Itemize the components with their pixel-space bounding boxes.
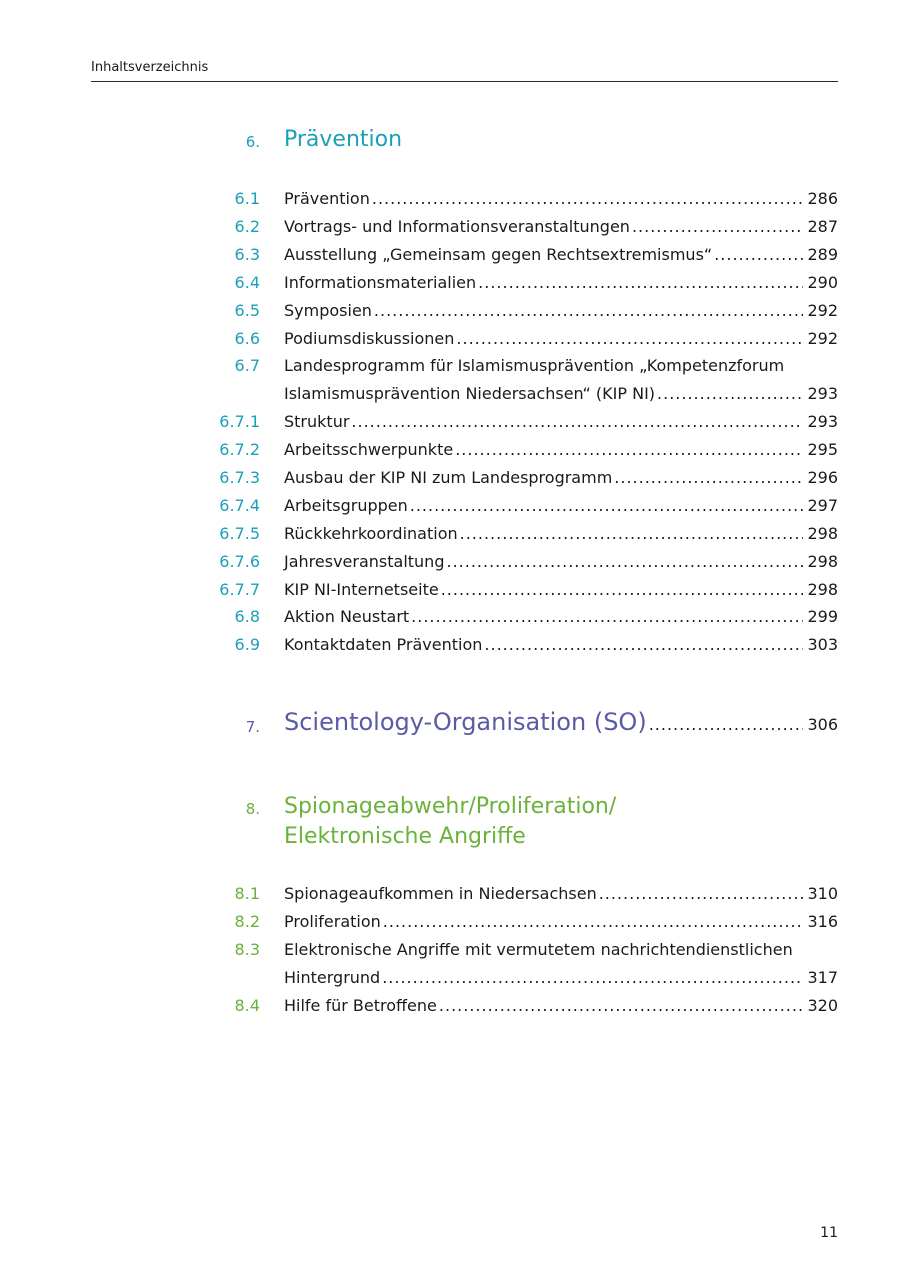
dot-leader (383, 908, 804, 936)
toc-entry-title: Vortrags- und Informationsveranstaltungen (284, 217, 630, 236)
section-7-page: 306 (807, 715, 838, 734)
section-7-title-line (284, 708, 838, 736)
toc-entry-title-line (284, 464, 838, 492)
toc-entry-title: Rückkehrkoordination (284, 524, 458, 543)
toc-entry-title: Arbeitsgruppen (284, 496, 408, 515)
section-6-number: 6. (245, 133, 260, 151)
toc-entry-page: 316 (807, 912, 838, 931)
toc-entry-title-line (284, 213, 838, 241)
toc-entry-page: 299 (807, 607, 838, 626)
toc-entry-title-line (284, 908, 838, 936)
dot-leader (411, 603, 803, 631)
toc-entry-6-9[interactable] (0, 631, 900, 659)
toc-entry-page: 320 (807, 996, 838, 1015)
toc-entry-6-5[interactable] (0, 297, 900, 325)
toc-entry-6-1[interactable] (0, 185, 900, 213)
toc-entry-page: 290 (807, 273, 838, 292)
dot-leader (714, 241, 803, 269)
toc-entry-6-7-2[interactable] (0, 436, 900, 464)
toc-entry-title-line (284, 992, 838, 1020)
toc-entry-number: 6.2 (234, 217, 260, 236)
toc-entry-number: 8.1 (234, 884, 260, 903)
toc-entry-title-line (284, 269, 838, 297)
toc-entry-6-4[interactable] (0, 269, 900, 297)
header-rule (91, 81, 838, 82)
toc-entry-title: Hilfe für Betroffene (284, 996, 437, 1015)
toc-entry-page: 289 (807, 245, 838, 264)
toc-entry-title-line (284, 325, 838, 353)
toc-entry-title-first-line: Elektronische Angriffe mit vermutetem nachrichtendienstlichen (284, 940, 793, 959)
toc-entry-title-line (284, 436, 838, 464)
toc-entry-number: 6.6 (234, 329, 260, 348)
toc-entry-number: 8.2 (234, 912, 260, 931)
dot-leader (374, 297, 804, 325)
dot-leader (484, 631, 803, 659)
toc-entry-6-6[interactable] (0, 325, 900, 353)
running-header: Inhaltsverzeichnis (91, 60, 209, 75)
toc-entry-8-3[interactable] (0, 936, 900, 992)
toc-entry-page: 293 (807, 412, 838, 431)
toc-entry-page: 303 (807, 635, 838, 654)
toc-entry-number: 8.3 (234, 940, 260, 959)
toc-entry-6-3[interactable] (0, 241, 900, 269)
toc-entry-6-7-3[interactable] (0, 464, 900, 492)
dot-leader (382, 964, 803, 992)
section-7-title: Scientology-Organisation (SO) (284, 708, 647, 736)
toc-entry-6-2[interactable] (0, 213, 900, 241)
toc-entry-6-7[interactable] (0, 352, 900, 408)
section-7-number: 7. (245, 718, 260, 736)
section-8-title-line1: Spionageabwehr/Proliferation/ (284, 794, 617, 819)
dot-leader (599, 880, 804, 908)
section-8-number: 8. (245, 800, 260, 818)
toc-entry-title: KIP NI-Internetseite (284, 580, 439, 599)
toc-entry-page: 298 (807, 552, 838, 571)
toc-entry-title-line (284, 548, 838, 576)
toc-entry-number: 6.8 (234, 607, 260, 626)
toc-entry-page: 292 (807, 301, 838, 320)
toc-entry-title: Prävention (284, 189, 370, 208)
toc-entry-8-1[interactable] (0, 880, 900, 908)
toc-entry-8-2[interactable] (0, 908, 900, 936)
toc-entry-title-line (284, 185, 838, 213)
toc-entry-title-line (284, 241, 838, 269)
section-7-heading[interactable] (0, 708, 900, 742)
section-6-title: Prävention (284, 127, 403, 152)
toc-entry-title: Ausbau der KIP NI zum Landesprogramm (284, 468, 613, 487)
dot-leader (657, 380, 803, 408)
dot-leader (455, 436, 803, 464)
dot-leader (456, 325, 803, 353)
toc-entry-number: 6.7.5 (219, 524, 260, 543)
toc-entry-title-line (284, 520, 838, 548)
dot-leader (410, 492, 804, 520)
dot-leader (632, 213, 804, 241)
page-number: 11 (820, 1225, 838, 1241)
toc-entry-title: Jahresveranstaltung (284, 552, 445, 571)
toc-entry-title-line (284, 408, 838, 436)
toc-entry-title: Kontaktdaten Prävention (284, 635, 483, 654)
toc-entry-title-line (284, 880, 838, 908)
toc-entry-page: 296 (807, 468, 838, 487)
toc-entry-title: Ausstellung „Gemeinsam gegen Rechtsextremismus“ (284, 245, 713, 264)
toc-entry-page: 310 (807, 884, 838, 903)
dot-leader (478, 269, 803, 297)
toc-entry-title-line (284, 964, 838, 992)
toc-entry-page: 317 (807, 968, 838, 987)
dot-leader (460, 520, 804, 548)
toc-entry-page: 295 (807, 440, 838, 459)
toc-entry-page: 297 (807, 496, 838, 515)
toc-entry-number: 6.4 (234, 273, 260, 292)
toc-entry-title-line (284, 631, 838, 659)
dot-leader (649, 715, 804, 734)
dot-leader (351, 408, 803, 436)
toc-entry-6-7-1[interactable] (0, 408, 900, 436)
toc-entry-page: 298 (807, 524, 838, 543)
toc-entry-number: 6.7.6 (219, 552, 260, 571)
toc-entry-title-line (284, 603, 838, 631)
toc-entry-title: Informationsmaterialien (284, 273, 477, 292)
toc-entry-number: 6.9 (234, 635, 260, 654)
dot-leader (614, 464, 803, 492)
toc-entry-6-8[interactable] (0, 603, 900, 631)
toc-entry-title: Arbeitsschwerpunkte (284, 440, 454, 459)
toc-entry-6-7-4[interactable] (0, 492, 900, 520)
toc-entry-number: 6.3 (234, 245, 260, 264)
toc-entry-number: 6.7.4 (219, 496, 260, 515)
toc-entry-number: 6.7.2 (219, 440, 260, 459)
dot-leader (441, 576, 804, 604)
toc-entry-page: 298 (807, 580, 838, 599)
toc-entry-title: Proliferation (284, 912, 381, 931)
toc-entry-title: Spionageaufkommen in Niedersachsen (284, 884, 597, 903)
toc-entry-title: Struktur (284, 412, 350, 431)
toc-entry-title: Hintergrund (284, 968, 381, 987)
dot-leader (439, 992, 804, 1020)
toc-entry-title-first-line: Landesprogramm für Islamismusprävention „Kompetenzforum (284, 356, 785, 375)
toc-entry-title-line (284, 297, 838, 325)
toc-entry-title-line (284, 576, 838, 604)
toc-entry-page: 286 (807, 189, 838, 208)
toc-entry-page: 287 (807, 217, 838, 236)
dot-leader (372, 185, 804, 213)
toc-entry-title: Islamismusprävention Niedersachsen“ (KIP NI) (284, 384, 656, 403)
toc-entry-number: 6.7.7 (219, 580, 260, 599)
toc-entry-page: 293 (807, 384, 838, 403)
toc-entry-number: 6.5 (234, 301, 260, 320)
dot-leader (446, 548, 803, 576)
toc-entry-number: 8.4 (234, 996, 260, 1015)
toc-entry-6-7-5[interactable] (0, 520, 900, 548)
toc-entry-number: 6.1 (234, 189, 260, 208)
toc-entry-title-line (284, 492, 838, 520)
toc-entry-number: 6.7.1 (219, 412, 260, 431)
section-8-title-line2: Elektronische Angriffe (284, 824, 526, 849)
toc-entry-number: 6.7.3 (219, 468, 260, 487)
toc-entry-page: 292 (807, 329, 838, 348)
toc-entry-number: 6.7 (234, 356, 260, 375)
toc-entry-title: Podiumsdiskussionen (284, 329, 455, 348)
toc-entry-8-4[interactable] (0, 992, 900, 1020)
toc-entry-title-line (284, 380, 838, 408)
toc-entry-title: Symposien (284, 301, 372, 320)
toc-entry-title: Aktion Neustart (284, 607, 410, 626)
toc-entry-6-7-7[interactable] (0, 576, 900, 604)
toc-entry-6-7-6[interactable] (0, 548, 900, 576)
